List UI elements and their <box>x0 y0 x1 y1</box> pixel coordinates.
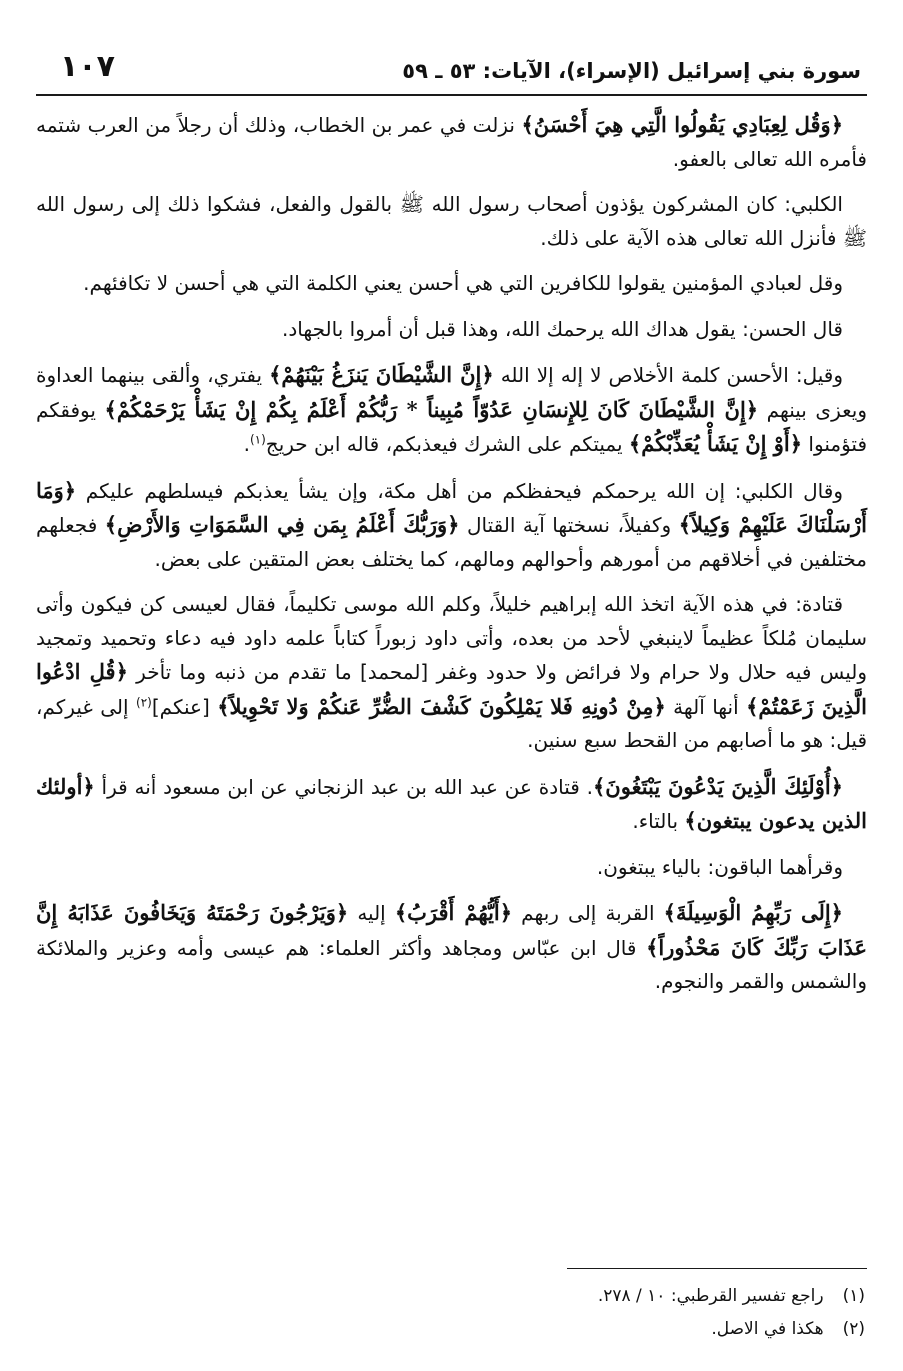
quran-verse: ﴿إِلَى رَبِّهِمُ الْوَسِيلَةَ﴾ <box>663 900 843 925</box>
quran-verse: ﴿إِنَّ الشَّيْطَانَ يَنزَغُ بَيْنَهُمْ﴾ <box>269 362 494 387</box>
paragraph <box>36 851 867 885</box>
paragraph <box>36 188 867 255</box>
paragraph <box>36 108 867 176</box>
quran-verse: ﴿قُلِ ادْعُوا الَّذِينَ زَعَمْتُمْ﴾ <box>36 659 867 719</box>
footnote-text: هكذا في الاصل. <box>711 1319 824 1339</box>
quran-verse: ﴿أَيُّهُمْ أَقْرَبُ﴾ <box>394 900 513 925</box>
commentary-text: بالتاء. <box>632 809 685 833</box>
page-header <box>36 48 867 96</box>
footnote-number: (١) <box>842 1286 865 1306</box>
commentary-text: وكفيلاً، نسختها آية القتال <box>459 513 679 537</box>
quran-verse: ﴿وَيَرْجُونَ رَحْمَتَهُ وَيَخَافُونَ عَذَابَهُ إِنَّ عَذَابَ رَبِّكَ كَانَ مَحْذُوراً﴾ <box>36 900 868 960</box>
commentary-text: نزلت في عمر بن الخطاب، وذلك أن رجلاً من العرب شتمه فأمره الله تعالى بالعفو. <box>36 113 867 171</box>
footnote-divider <box>567 1268 867 1269</box>
footnote <box>36 1280 865 1313</box>
commentary-text: وقال الكلبي: إن الله يرحمكم فيحفظكم من أهل مكة، وإن يشأ يعذبكم فيسلطهم عليكم <box>76 478 843 503</box>
paragraph <box>36 588 867 758</box>
commentary-text: إليه <box>348 901 395 925</box>
main-text <box>36 108 867 1011</box>
paragraph <box>36 358 867 462</box>
paragraph <box>36 313 867 347</box>
footnote-reference: (٢) <box>136 694 152 709</box>
commentary-text: قتادة: في هذه الآية اتخذ الله إبراهيم خليلاً، وكلم الله موسى تكليماً، فقال لعيسى كن فيكون وأتى سليمان مُلكاً عظيماً لاينبغي لأحد من بعده، وأتى داود زبوراً كتاباً علمه داود فيه دعاء وتحميد وتمجيد وليس فيه حلال ولا حرام ولا فرائض ولا حدود وغفر [لمحمد] ما تقدم من ذنبه وما تأخر <box>36 592 867 684</box>
commentary-text: يوفقكم فتؤمنوا <box>36 397 867 456</box>
quran-verse: ﴿وَمَا أَرْسَلْنَاكَ عَلَيْهِمْ وَكِيلاً﴾ <box>36 477 867 537</box>
paragraph <box>36 770 867 839</box>
footnote <box>36 1313 865 1346</box>
quran-verse: ﴿وَقُل لِعِبَادِي يَقُولُوا الَّتِي هِيَ أَحْسَنُ﴾ <box>521 112 843 137</box>
commentary-text: [عنكم] <box>151 694 218 719</box>
footnote-reference: (١) <box>249 432 266 447</box>
commentary-text: قال ابن عبّاس ومجاهد وأكثر العلماء: هم عيسى وأمه وعزير والملائكة والشمس والقمر والنجوم. <box>36 935 867 993</box>
quran-verse: ﴿مِنْ دُونِهِ فَلا يَمْلِكُونَ كَشْفَ الضُّرِّ عَنكُمْ وَلا تَحْوِيلاً﴾ <box>217 693 666 719</box>
commentary-text: وقل لعبادي المؤمنين يقولوا للكافرين التي هي أحسن يعني الكلمة التي هي أحسن لا تكافئهم. <box>83 271 843 295</box>
paragraph <box>36 474 867 577</box>
page-number: ١٠٧ <box>60 49 115 84</box>
commentary-text: وقيل: الأحسن كلمة الأخلاص لا إله إلا الله <box>493 363 844 387</box>
running-title: سورة بني إسرائيل (الإسراء)، الآيات: ٥٣ ـ ٥٩ <box>402 59 861 83</box>
commentary-text: يميتكم على الشرك فيعذبكم، قاله ابن حريج <box>265 432 629 456</box>
commentary-text: إلى غيركم، قيل: هو ما أصابهم من القحط سبع سنين. <box>36 694 867 752</box>
commentary-text: القربة إلى ربهم <box>512 901 664 925</box>
paragraph <box>36 267 867 301</box>
commentary-text: قال الحسن: يقول هداك الله يرحمك الله، وهذا قبل أن أمروا بالجهاد. <box>282 316 843 341</box>
quran-verse: ﴿أُوْلَئِكَ الَّذِينَ يَدْعُونَ يَبْتَغُونَ﴾ <box>593 773 843 799</box>
commentary-text: يفتري، وألقى بينهما العداوة ويعزى بينهم <box>36 363 867 422</box>
paragraph <box>36 896 867 999</box>
footnotes <box>36 1280 865 1346</box>
footnote-text: راجع تفسير القرطبي: ١٠ / ٢٧٨. <box>597 1286 824 1306</box>
footnote-number: (٢) <box>842 1319 865 1339</box>
quran-verse: ﴿وَرَبُّكَ أَعْلَمُ بِمَن فِي السَّمَوَاتِ وَالأَرْضِ﴾ <box>104 512 460 537</box>
commentary-text: الكلبي: كان المشركون يؤذون أصحاب رسول الله ﷺ بالقول والفعل، فشكوا ذلك إلى رسول الله ﷺ فأنزل الله تعالى هذه الآية على ذلك. <box>36 192 867 250</box>
commentary-text: فجعلهم مختلفين في أخلاقهم من أمورهم وأحوالهم ومالهم، كما يختلف بعض المتقين على بعض. <box>36 513 867 571</box>
quran-verse: ﴿أولئك الذين يدعون يبتغون﴾ <box>36 773 867 833</box>
commentary-text: وقرأهما الباقون: بالياء يبتغون. <box>596 854 843 879</box>
quran-verse: ﴿إِنَّ الشَّيْطَانَ كَانَ لِلإِنسَانِ عَدُوّاً مُبِيناً * رَبُّكُمْ أَعْلَمُ بِكُمْ إِنْ يَشَأْ يَرْحَمْكُمْ﴾ <box>104 396 759 422</box>
commentary-text: أنها آلهة <box>665 694 747 719</box>
quran-verse: ﴿أَوْ إِنْ يَشَأْ يُعَذِّبْكُمْ﴾ <box>628 431 803 456</box>
commentary-text: . قتادة عن عبد الله بن عبد الزنجاني عن ابن مسعود أنه قرأ <box>94 774 593 799</box>
commentary-text: . <box>243 432 250 456</box>
